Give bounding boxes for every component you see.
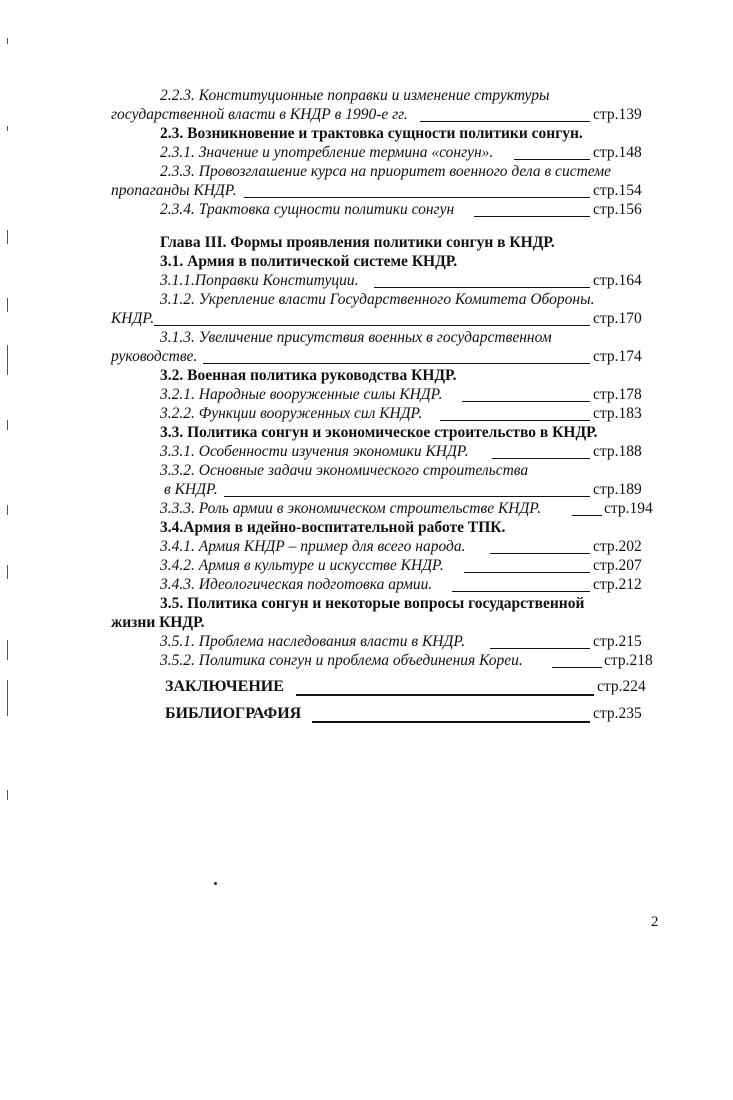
toc-entry-2-3-3-line2: пропаганды КНДР. bbox=[111, 182, 237, 199]
toc-conclusion: ЗАКЛЮЧЕНИЕ bbox=[165, 678, 284, 695]
toc-heading-2-3: 2.3. Возникновение и трактовка сущности политики сонгун. bbox=[160, 125, 583, 142]
leader-line bbox=[296, 694, 594, 696]
toc-chapter-3: Глава III. Формы проявления политики сонгун в КНДР. bbox=[160, 234, 555, 251]
page-ref: стр.189 bbox=[593, 481, 642, 498]
leader-line bbox=[312, 721, 590, 723]
page-ref: стр.178 bbox=[593, 386, 642, 403]
toc-heading-3-2: 3.2. Военная политика руководства КНДР. bbox=[160, 367, 457, 384]
page-ref: стр.235 bbox=[593, 705, 642, 722]
leader-line bbox=[374, 287, 590, 288]
scan-speck bbox=[7, 680, 8, 716]
toc-entry-2-2-3-line1: 2.2.3. Конституционные поправки и изменение структуры bbox=[160, 87, 550, 104]
page-ref: стр.164 bbox=[593, 272, 642, 289]
page-ref: стр.170 bbox=[593, 310, 642, 327]
toc-entry-3-3-1: 3.3.1. Особенности изучения экономики КНДР. bbox=[160, 443, 469, 460]
toc-heading-3-4: 3.4.Армия в идейно-воспитательной работе ТПК. bbox=[160, 519, 506, 536]
toc-entry-3-3-2-line1: 3.3.2. Основные задачи экономического строительства bbox=[160, 462, 529, 479]
toc-entry-2-2-3-line2: государственной власти в КНДР в 1990-е гг. bbox=[111, 106, 408, 123]
toc-entry-2-3-4: 2.3.4. Трактовка сущности политики сонгун bbox=[160, 201, 455, 218]
scan-speck bbox=[7, 345, 8, 375]
toc-entry-2-3-1: 2.3.1. Значение и употребление термина «сонгун». bbox=[160, 144, 494, 161]
page-ref: стр.207 bbox=[593, 557, 642, 574]
scan-speck bbox=[7, 420, 8, 430]
leader-line bbox=[203, 363, 590, 364]
page-ref: стр.224 bbox=[597, 678, 646, 695]
page-number: 2 bbox=[651, 914, 659, 930]
scan-dot bbox=[214, 882, 217, 885]
toc-entry-3-5-2: 3.5.2. Политика сонгун и проблема объединения Кореи. bbox=[160, 652, 523, 669]
scan-speck bbox=[7, 505, 8, 515]
toc-entry-3-2-2: 3.2.2. Функции вооруженных сил КНДР. bbox=[160, 405, 423, 422]
leader-line bbox=[154, 325, 590, 326]
scan-speck bbox=[7, 640, 8, 660]
page-ref: стр.148 bbox=[593, 144, 642, 161]
toc-entry-3-1-3-line2: руководстве. bbox=[111, 348, 198, 365]
page-ref: стр.218 bbox=[604, 652, 653, 669]
toc-entry-3-3-2-line2: в КНДР. bbox=[164, 481, 218, 498]
scan-speck bbox=[7, 126, 8, 131]
page-ref: стр.183 bbox=[593, 405, 642, 422]
leader-line bbox=[492, 458, 590, 459]
scan-speck bbox=[7, 230, 8, 244]
toc-entry-3-1-1: 3.1.1.Поправки Конституции. bbox=[160, 272, 359, 289]
leader-line bbox=[244, 197, 590, 198]
toc-entry-3-4-2: 3.4.2. Армия в культуре и искусстве КНДР. bbox=[160, 557, 444, 574]
leader-line bbox=[490, 553, 590, 554]
toc-heading-3-3: 3.3. Политика сонгун и экономическое строительство в КНДР. bbox=[160, 424, 598, 441]
toc-entry-3-1-2-line1: 3.1.2. Укрепление власти Государственного Комитета Обороны. bbox=[160, 291, 595, 308]
toc-entry-3-2-1: 3.2.1. Народные вооруженные силы КНДР. bbox=[160, 386, 443, 403]
toc-entry-3-1-3-line1: 3.1.3. Увеличение присутствия военных в государственном bbox=[160, 329, 552, 346]
toc-entry-3-5-1: 3.5.1. Проблема наследования власти в КНДР. bbox=[160, 633, 466, 650]
page-ref: стр.139 bbox=[593, 106, 642, 123]
toc-heading-3-5-line1: 3.5. Политика сонгун и некоторые вопросы государственной bbox=[160, 595, 585, 612]
scan-speck bbox=[7, 565, 8, 579]
toc-heading-3-5-line2: жизни КНДР. bbox=[111, 614, 205, 631]
scan-speck bbox=[7, 790, 8, 800]
page-ref: стр.215 bbox=[593, 633, 642, 650]
scan-speck bbox=[7, 38, 8, 44]
page-ref: стр.188 bbox=[593, 443, 642, 460]
page-ref: стр.202 bbox=[593, 538, 642, 555]
toc-entry-3-4-3: 3.4.3. Идеологическая подготовка армии. bbox=[160, 576, 433, 593]
toc-entry-3-4-1: 3.4.1. Армия КНДР – пример для всего народа. bbox=[160, 538, 466, 555]
toc-entry-3-1-2-line2: КНДР. bbox=[111, 310, 155, 327]
toc-bibliography: БИБЛИОГРАФИЯ bbox=[165, 705, 302, 722]
leader-line bbox=[224, 496, 590, 497]
scan-speck bbox=[7, 298, 8, 312]
toc-entry-3-3-3: 3.3.3. Роль армии в экономическом строительстве КНДР. bbox=[160, 500, 542, 517]
leader-line bbox=[464, 572, 590, 573]
leader-line bbox=[552, 667, 602, 668]
leader-line bbox=[452, 591, 590, 592]
leader-line bbox=[420, 121, 590, 122]
leader-line bbox=[514, 159, 590, 160]
page-ref: стр.156 bbox=[593, 201, 642, 218]
page-ref: стр.194 bbox=[604, 500, 653, 517]
leader-line bbox=[440, 420, 590, 421]
toc-heading-3-1: 3.1. Армия в политической системе КНДР. bbox=[160, 253, 458, 270]
leader-line bbox=[490, 648, 590, 649]
leader-line bbox=[474, 216, 590, 217]
page-ref: стр.212 bbox=[593, 576, 642, 593]
page-ref: стр.174 bbox=[593, 348, 642, 365]
leader-line bbox=[462, 401, 590, 402]
page-ref: стр.154 bbox=[593, 182, 642, 199]
leader-line bbox=[572, 515, 602, 516]
toc-entry-2-3-3-line1: 2.3.3. Провозглашение курса на приоритет военного дела в системе bbox=[160, 163, 612, 180]
